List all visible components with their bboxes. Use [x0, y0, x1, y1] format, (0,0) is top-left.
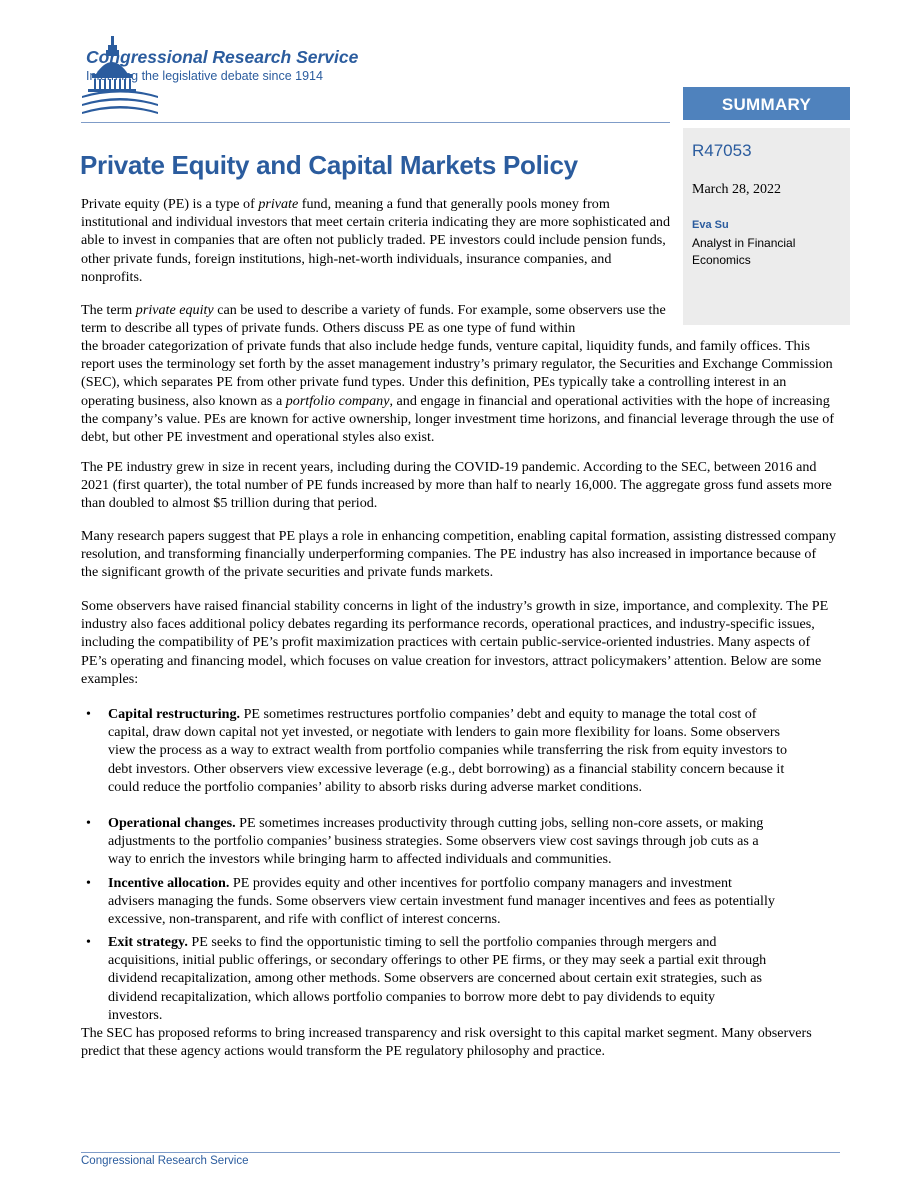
paragraph-4: Many research papers suggest that PE plays a role in enhancing competition, enabling capital formation, assisting distressed company resolution, and transforming financially underperforming companies. The PE industry has also increased in importance because of the significant growth of the private securities and private funds markets.	[81, 528, 836, 581]
bullet-incentive-allocation: Incentive allocation. PE provides equity and other incentives for portfolio company managers and investment advisers managing the funds. Some observers view certain investment fund manager incentives and fees as potentially excessive, non-transparent, and rife with conflict of interest concerns.	[108, 875, 775, 928]
bullet-capital-restructuring: Capital restructuring. PE sometimes restructures portfolio companies’ debt and equity to manage the total cost of capital, draw down capital not yet invested, or negotiate with lenders to gain more flexibility for loans. Some observers view the process as a way to extract wealth from portfolio companies while transferring the risk from equity investors to debt investors. Other observers view excessive leverage (e.g., debt borrowing) as a financial stability concern because it could reduce the portfolio companies’ ability to absorb risks during adverse market conditions.	[108, 706, 788, 795]
bullet-symbol: •	[86, 815, 91, 831]
report-title: Private Equity and Capital Markets Policy	[80, 150, 578, 180]
bullet-symbol: •	[86, 706, 91, 722]
footer-org-name: Congressional Research Service	[81, 1155, 249, 1167]
paragraph-2-cont: the broader categorization of private funds that also include hedge funds, venture capital, liquidity funds, and family offices. This report uses the terminology set forth by the asset management industry’s primary regulator, the Securities and Exchange Commission (SEC), which separates PE from other private fund types. Under this definition, PEs typically take a controlling interest in an operating business, also known as a portfolio company, and engage in financial and operational activities with the hope of increasing the company’s value. PEs are known for active ownership, longer investment time horizons, and financial leverage through the use of debt, but other PE investment and operational styles also exist.	[81, 338, 835, 446]
author-name: Eva Su	[692, 219, 729, 231]
org-name: Congressional Research Service	[86, 47, 359, 67]
paragraph-2-start: The term private equity can be used to describe a variety of funds. For example, some observers use the term to describe all types of private funds. Others discuss PE as one type of fund within	[81, 302, 666, 337]
footer-divider	[81, 1152, 840, 1153]
bullet-exit-strategy: Exit strategy. PE seeks to find the opportunistic timing to sell the portfolio companies through mergers and acquisitions, initial public offerings, or secondary offerings to other PE firms, or they may seek a partial exit through dividend recapitalization, among other methods. Some observers are concerned about certain exit strategies, such as dividend recapitalization, which allows portfolio companies to borrow more debt to pay dividends to equity investors.	[108, 934, 767, 1023]
paragraph-3: The PE industry grew in size in recent years, including during the COVID-19 pandemic. According to the SEC, between 2016 and 2021 (first quarter), the total number of PE funds increased by more than half to nearly 16,000. The aggregate gross fund assets more than doubled to almost $5 trillion during that period.	[81, 459, 832, 512]
report-number: R47053	[692, 141, 752, 160]
header-divider	[81, 122, 670, 123]
summary-label: SUMMARY	[683, 87, 850, 120]
paragraph-5: Some observers have raised financial stability concerns in light of the industry’s growth in size, importance, and complexity. The PE industry also faces additional policy debates regarding its performance records, operational practices, and industry-specific issues, including the compatibility of PE’s profit maximization practices with certain public-service-oriented industries. Many aspects of PE’s operating and financing model, which focuses on value creation for investors, attract policymakers’ attention. Below are some examples:	[81, 598, 829, 687]
paragraph-1: Private equity (PE) is a type of private fund, meaning a fund that generally pools money from institutional and individual investors that meet certain criteria indicating they are more sophisticated and able to invest in companies that are often not publicly traded. PE investors could include pension funds, other private funds, foreign institutions, high-net-worth individuals, insurance companies, and nonprofits.	[81, 196, 671, 285]
org-tagline: Informing the legislative debate since 1914	[86, 69, 323, 83]
bullet-symbol: •	[86, 875, 91, 891]
bullet-symbol: •	[86, 934, 91, 950]
author-title: Analyst in Financial Economics	[692, 236, 796, 267]
paragraph-6: The SEC has proposed reforms to bring increased transparency and risk oversight to this capital market segment. Many observers predict that these agency actions would transform the PE regulatory philosophy and practice.	[81, 1025, 812, 1060]
bullet-operational-changes: Operational changes. PE sometimes increases productivity through cutting jobs, selling non-core assets, or making adjustments to the portfolio companies’ business strategies. Some observers view cost savings through job cuts as a way to enrich the investors while bringing harm to affected individuals and communities.	[108, 815, 764, 868]
report-date: March 28, 2022	[692, 182, 782, 197]
